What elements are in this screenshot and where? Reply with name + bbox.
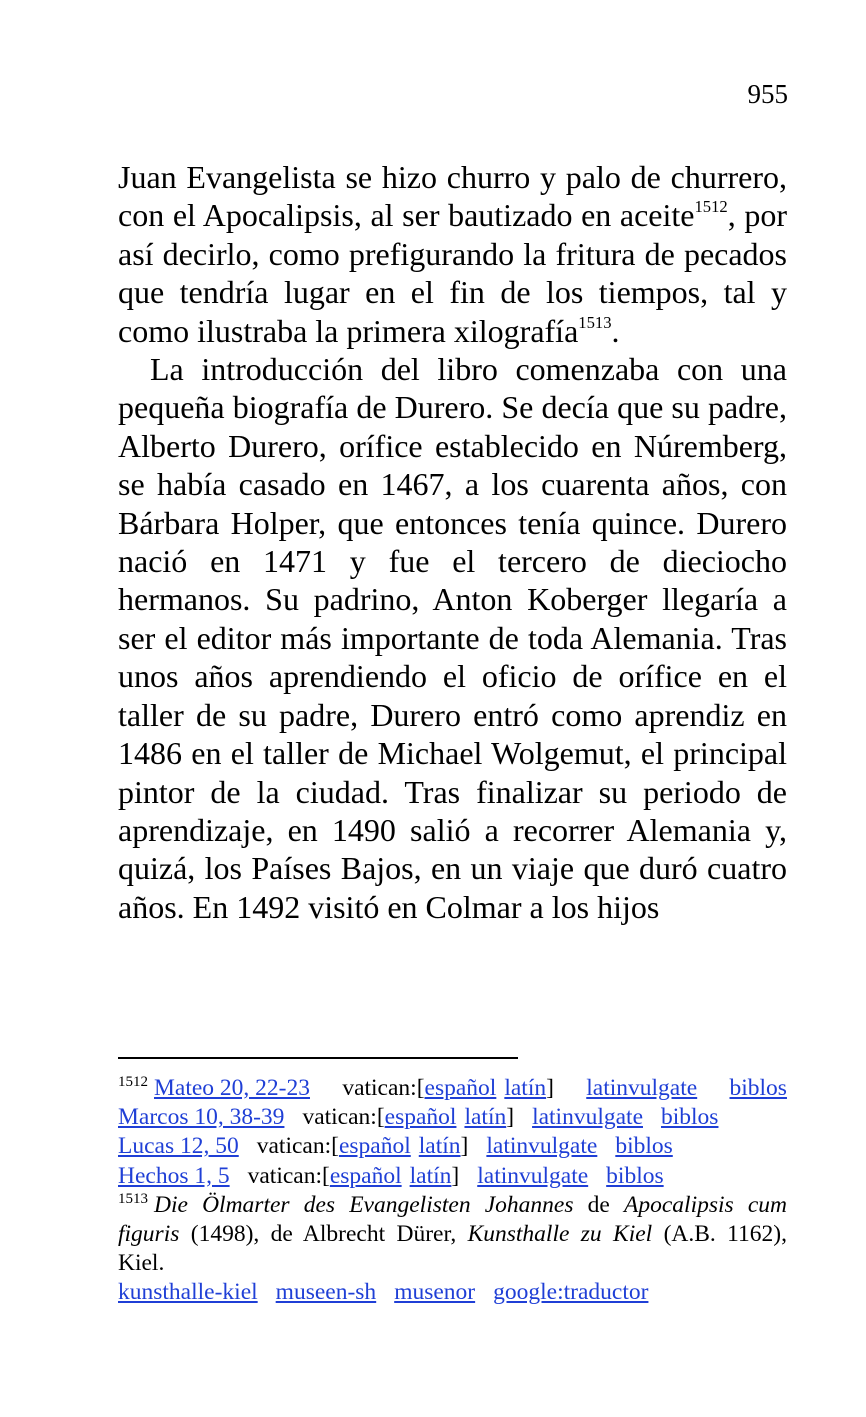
biblos-link[interactable]: biblos xyxy=(606,1162,664,1189)
citation-link[interactable]: Mateo 20, 22-23 xyxy=(154,1075,310,1101)
citation-link[interactable]: Hechos 1, 5 xyxy=(118,1162,230,1189)
vatican-prefix: vatican:[ xyxy=(247,1162,330,1189)
latin-link[interactable]: latín xyxy=(464,1104,507,1131)
museum-name: Kunsthalle zu Kiel xyxy=(467,1221,653,1248)
vatican-suffix: ] xyxy=(546,1075,554,1101)
footnote-1512-line xyxy=(118,1132,787,1161)
vatican-suffix: ] xyxy=(460,1133,469,1160)
vatican-prefix: vatican:[ xyxy=(342,1075,425,1101)
latinvulgate-link[interactable]: latinvulgate xyxy=(477,1162,589,1189)
kunsthalle-kiel-link[interactable]: kunsthalle-kiel xyxy=(118,1279,258,1306)
body-text xyxy=(118,158,787,926)
footnote-1513 xyxy=(118,1191,787,1279)
biblos-link[interactable]: biblos xyxy=(661,1104,719,1131)
biblos-link[interactable]: biblos xyxy=(615,1133,673,1160)
footnote-divider xyxy=(118,1057,518,1059)
biblos-link[interactable]: biblos xyxy=(729,1075,787,1101)
footnote-number: 1513 xyxy=(118,1190,148,1207)
espanol-link[interactable]: español xyxy=(384,1104,457,1131)
paragraph-text: , por así decirlo, como prefigurando la fritura de pecados que tendría lugar en el fin de los tiempos, tal y como ilustraba la primera xilografía xyxy=(118,197,787,349)
footnote-1512-line xyxy=(118,1103,787,1132)
footnote-ref-1512[interactable]: 1512 xyxy=(694,197,728,217)
footnote-1512-line xyxy=(118,1074,787,1103)
footnote-text: (1498), de Albrecht Dürer, xyxy=(179,1221,468,1248)
latin-link[interactable]: latín xyxy=(504,1075,547,1101)
footnote-1513-links xyxy=(118,1278,787,1307)
footnote-1512-line xyxy=(118,1162,787,1191)
vatican-suffix: ] xyxy=(506,1104,515,1131)
vatican-suffix: ] xyxy=(451,1162,460,1189)
footnote-ref-1513[interactable]: 1513 xyxy=(578,312,612,332)
paragraph-text: . xyxy=(611,312,620,349)
espanol-link[interactable]: español xyxy=(338,1133,411,1160)
espanol-link[interactable]: español xyxy=(329,1162,402,1189)
citation-link[interactable]: Marcos 10, 38-39 xyxy=(118,1104,285,1131)
latinvulgate-link[interactable]: latinvulgate xyxy=(532,1104,643,1131)
footnote-text: de xyxy=(573,1191,624,1218)
footnotes xyxy=(118,1074,787,1308)
artwork-title: Die Ölmarter des Evangelisten Johannes xyxy=(154,1191,574,1218)
footnote-text: (A.B. 1162), Kiel. xyxy=(118,1221,787,1277)
museen-sh-link[interactable]: museen-sh xyxy=(275,1279,377,1306)
espanol-link[interactable]: español xyxy=(424,1075,497,1101)
latin-link[interactable]: latín xyxy=(409,1162,452,1189)
latinvulgate-link[interactable]: latinvulgate xyxy=(486,1133,598,1160)
paragraph-text: Juan Evangelista se hizo churro y palo de churrero, con el Apocalipsis, al ser bautizado en aceite xyxy=(118,159,787,234)
page-number: 955 xyxy=(747,79,788,109)
latinvulgate-link[interactable]: latinvulgate xyxy=(586,1075,698,1101)
google-traductor-link[interactable]: google:traductor xyxy=(493,1279,649,1306)
work-title: Apocalipsis cum figuris xyxy=(118,1191,787,1248)
paragraph-2: La introducción del libro comenzaba con una pequeña biografía de Durero. Se decía que su padre, Alberto Durero, orífice establecido en Núremberg, se había casado en 1467, a los cuarenta años, con Bárbara Holper, que entonces tenía quince. Durero nació en 1471 y fue el tercero de dieciocho hermanos. Su padrino, Anton Koberger llegaría a ser el editor más importante de toda Alemania. Tras unos años aprendiendo el oficio de orífice en el taller de su padre, Durero entró como aprendiz en 1486 en el taller de Michael Wolgemut, el principal pintor de la ciudad. Tras finalizar su periodo de aprendizaje, en 1490 salió a recorrer Alemania y, quizá, los Países Bajos, en un viaje que duró cuatro años. En 1492 visitó en Colmar a los hijos xyxy=(118,351,787,925)
footnote-number: 1512 xyxy=(118,1074,148,1090)
paragraph-1 xyxy=(118,158,787,350)
vatican-prefix: vatican:[ xyxy=(302,1104,385,1131)
citation-link[interactable]: Lucas 12, 50 xyxy=(118,1133,239,1160)
latin-link[interactable]: latín xyxy=(418,1133,461,1160)
vatican-prefix: vatican:[ xyxy=(256,1133,339,1160)
musenor-link[interactable]: musenor xyxy=(394,1279,476,1306)
